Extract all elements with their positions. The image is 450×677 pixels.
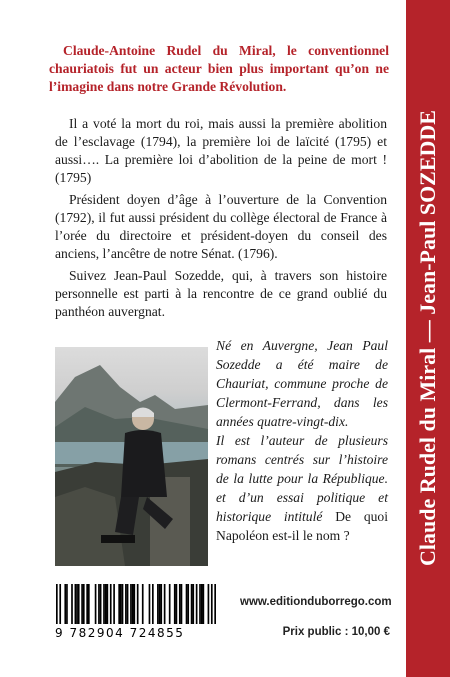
- barcode-bar: [186, 584, 188, 624]
- barcode-bar: [105, 584, 107, 624]
- barcode-bar: [75, 584, 77, 624]
- barcode-bar: [157, 584, 159, 624]
- barcode-bar: [120, 584, 122, 624]
- barcode-bar: [192, 584, 194, 624]
- barcode-bar: [176, 584, 178, 624]
- barcode-bar: [64, 584, 66, 624]
- bio-paragraph-1: Né en Auvergne, Jean Paul Sozedde a été maire de Chauriat, commune proche de Clermont-Ferrand, dans les années quatre-vingt-dix.: [216, 338, 388, 429]
- barcode-bar: [174, 584, 176, 624]
- barcode-bar: [118, 584, 120, 624]
- barcode-bar: [203, 584, 205, 624]
- body-paragraph-3: Suivez Jean-Paul Sozedde, qui, à travers son histoire personnelle est parti à la rencontre de ce grand oublié du panthéon auvergnat.: [55, 268, 387, 319]
- author-photo: [55, 347, 208, 566]
- author-bio: [216, 336, 388, 545]
- bio-paragraph-2: [216, 431, 388, 545]
- barcode-bar: [149, 584, 151, 624]
- isbn-number: 9 782904 724855: [55, 626, 185, 640]
- body-paragraph-1: Il a voté la mort du roi, mais aussi la première abolition de l’esclavage (1794), la première loi de laïcité (1795) et aussi…. La première loi d’abolition de la peine de mort ! (1795): [55, 116, 387, 185]
- barcode-bar: [152, 584, 154, 624]
- barcode-bar: [113, 584, 115, 624]
- barcode-bar: [214, 584, 216, 624]
- lead-paragraph: Claude-Antoine Rudel du Miral, le conventionnel chauriatois fut un acteur bien plus important qu’on ne l’imagine dans notre Grande Révolution.: [49, 43, 389, 94]
- barcode-bar: [181, 584, 183, 624]
- barcode-bar: [211, 584, 213, 624]
- barcode-bar: [137, 584, 139, 624]
- barcode-bar: [132, 584, 134, 624]
- barcode-bar: [78, 584, 80, 624]
- author-photo-illustration: [55, 347, 208, 566]
- body-text: [55, 115, 387, 325]
- barcode-bar: [196, 584, 198, 624]
- barcode-bar: [81, 584, 83, 624]
- barcode-bar: [179, 584, 181, 624]
- barcode-bar: [127, 584, 129, 624]
- barcode-bar: [164, 584, 166, 624]
- bio-paragraph-2-text: Il est l’auteur de plusieurs romans centrés sur l’histoire de la lutte pour la République. et d’un essai politique et historique intitulé: [216, 433, 388, 524]
- barcode-bar: [199, 584, 201, 624]
- barcode-bar: [71, 584, 73, 624]
- barcode-bar: [88, 584, 90, 624]
- barcode-bar: [59, 584, 61, 624]
- barcode-bar: [208, 584, 210, 624]
- barcode-bar: [83, 584, 85, 624]
- publisher-website: www.editionduborrego.com: [240, 596, 392, 608]
- barcode-bar: [56, 584, 58, 624]
- body-paragraph-2: Président doyen d’âge à l’ouverture de la Convention (1792), il fut aussi président du collège électoral de France à l’orée du directoire et président-doyen du conseil des anciens, l’ancêtre de notre Sénat. (1796).: [55, 192, 387, 261]
- barcode-bar: [169, 584, 171, 624]
- barcode-bar: [130, 584, 132, 624]
- barcode: [56, 584, 216, 629]
- essay-title: De quoi Napoléon est-il le nom ?: [216, 509, 388, 543]
- price-label: Prix public : 10,00 €: [282, 626, 390, 638]
- barcode-bar: [159, 584, 161, 624]
- barcode-bar: [66, 584, 68, 624]
- barcode-bar: [86, 584, 88, 624]
- spine-title: Claude Rudel du Miral — Jean-Paul SOZEDDE: [415, 110, 440, 566]
- barcode-bar: [107, 584, 109, 624]
- barcode-bar: [110, 584, 112, 624]
- barcode-bar: [201, 584, 203, 624]
- barcode-bar: [191, 584, 193, 624]
- barcode-bar: [98, 584, 100, 624]
- barcode-bar: [103, 584, 105, 624]
- barcode-bar: [160, 584, 162, 624]
- barcode-bar: [125, 584, 127, 624]
- barcode-bar: [95, 584, 97, 624]
- barcode-bar: [187, 584, 189, 624]
- barcode-bar: [76, 584, 78, 624]
- barcode-bar: [133, 584, 135, 624]
- barcode-bar: [100, 584, 102, 624]
- barcode-bar: [122, 584, 124, 624]
- barcode-bar: [142, 584, 144, 624]
